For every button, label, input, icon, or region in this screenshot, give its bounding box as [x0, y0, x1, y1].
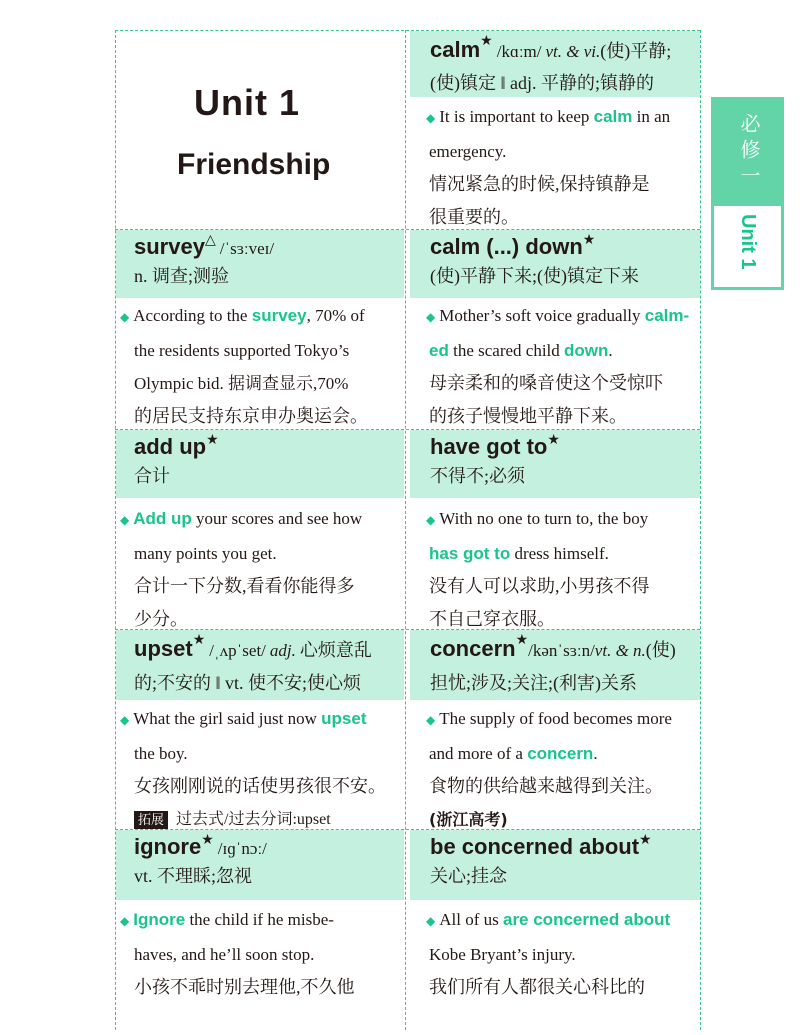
keyword: calm [593, 107, 633, 126]
translation: 没有人可以求助,小男孩不得 [429, 576, 650, 596]
example-text: Kobe Bryant’s injury. [429, 945, 576, 964]
entry-calm-header [410, 31, 700, 97]
meaning: (使)平静; [600, 41, 672, 61]
entry-concern-header [410, 630, 700, 700]
entry-ignore-example: ◆ Ignore the child if he misbe- haves, and he’ll soon stop. 小孩不乖时别去理他,不久他 [116, 903, 404, 1004]
side-tab-book-label: 必修一 [737, 113, 761, 191]
example-text: , 70% of [306, 306, 365, 325]
keyword: Ignore [133, 910, 186, 929]
star-mark: ★ [192, 633, 206, 648]
keyword: ed [429, 341, 449, 360]
part-of-speech: vt. & vi. [545, 42, 601, 61]
entry-word: survey [134, 234, 205, 259]
example-text: emergency. [429, 142, 507, 161]
meaning: 的;不安的 ‖ vt. 使不安;使心烦 [134, 673, 362, 693]
example-text: . [593, 744, 598, 763]
phonetic: /ɪɡˈnɔː/ [217, 839, 267, 858]
right-border [700, 30, 701, 1030]
entry-word: ignore [134, 834, 202, 859]
keyword: has got to [429, 544, 511, 563]
entry-word: calm (...) down [430, 234, 583, 259]
meaning: vt. 不理睬;忽视 [134, 866, 253, 886]
entry-survey-example: ◆ According to the survey, 70% of the residents supported Tokyo’s Olympic bid. 据调查显示,70% 的居民支持东京申办奥运会。 [116, 299, 404, 433]
entry-survey-header [116, 230, 404, 298]
entry-be-concerned-about-example: ◆ All of us are concerned about Kobe Bryant’s injury. 我们所有人都很关心科比的 [410, 903, 700, 1004]
example-text: haves, and he’ll soon stop. [134, 945, 315, 964]
star-mark: △ [204, 233, 216, 248]
translation: 合计一下分数,看看你能得多 [134, 576, 355, 596]
star-mark: ★ [547, 433, 560, 448]
translation: 很重要的。 [429, 207, 519, 227]
translation: 食物的供给越来越得到关注。 [429, 776, 663, 796]
side-tab-unit-label: Unit 1 [737, 214, 759, 270]
meaning: (使)镇定 ‖ adj. 平静的;镇静的 [430, 73, 655, 93]
entry-word: add up [134, 434, 207, 459]
entry-word: concern [430, 636, 516, 661]
translation: 我们所有人都很关心科比的 [429, 977, 645, 997]
translation: 少分。 [134, 609, 188, 629]
example-text: All of us [439, 910, 503, 929]
meaning: (使) [645, 640, 676, 660]
entry-calm-down-header [410, 230, 700, 298]
star-mark: ★ [206, 433, 219, 448]
entry-add-up-example: ◆ Add up your scores and see how many points you get. 合计一下分数,看看你能得多 少分。 [116, 502, 404, 636]
entry-be-concerned-about-header [410, 830, 700, 900]
center-divider [405, 30, 406, 1030]
translation: 的居民支持东京申办奥运会。 [134, 406, 368, 426]
entry-upset-header [116, 630, 404, 700]
keyword: calm- [644, 306, 690, 325]
phonetic: /kɑːm/ [496, 42, 542, 61]
translation: 不自己穿衣服。 [429, 609, 555, 629]
entry-word: be concerned about [430, 834, 640, 859]
translation: 的孩子慢慢地平静下来。 [429, 406, 627, 426]
translation: 母亲柔和的嗓音使这个受惊吓 [429, 373, 663, 393]
entry-upset-example: ◆ What the girl said just now upset the boy. 女孩刚刚说的话使男孩很不安。 拓展 过去式/过去分词:upset [116, 702, 404, 836]
meaning: n. 调查;测验 [134, 266, 230, 286]
translation: 情况紧急的时候,保持镇静是 [429, 174, 650, 194]
translation: 女孩刚刚说的话使男孩很不安。 [134, 776, 386, 796]
example-text: Mother’s soft voice gradually [439, 306, 645, 325]
keyword: are concerned about [502, 910, 671, 929]
side-tab-unit [711, 206, 784, 290]
phonetic: /kənˈsɜːn/ [528, 641, 595, 660]
entry-have-got-to-example: ◆ With no one to turn to, the boy has got to dress himself. 没有人可以求助,小男孩不得 不自己穿衣服。 [410, 502, 700, 636]
star-mark: ★ [480, 34, 493, 49]
example-text: What the girl said just now [133, 709, 322, 728]
part-of-speech: vt. & n. [594, 641, 646, 660]
entry-word: have got to [430, 434, 548, 459]
meaning: 合计 [134, 466, 170, 486]
example-text: the scared child [448, 341, 565, 360]
keyword: upset [321, 709, 367, 728]
example-text: the child if he misbe- [185, 910, 334, 929]
phonetic: /ˈsɜːveɪ/ [219, 239, 275, 258]
star-mark: ★ [515, 633, 529, 648]
entry-have-got-to-header [410, 430, 700, 498]
meaning: 关心;挂念 [430, 866, 508, 886]
keyword: concern [527, 744, 594, 763]
entry-calm-down-example: ◆ Mother’s soft voice gradually calm- ed the scared child down. 母亲柔和的嗓音使这个受惊吓 的孩子慢慢地平静下来。 [410, 299, 700, 433]
example-text: . [608, 341, 613, 360]
meaning: 不得不;必须 [430, 466, 526, 486]
meaning: (使)平静下来;(使)镇定下来 [430, 266, 639, 286]
entry-word: calm [430, 37, 481, 62]
source-note: (浙江高考) [429, 810, 508, 829]
translation: 小孩不乖时别去理他,不久他 [134, 977, 355, 997]
keyword: down [564, 341, 609, 360]
star-mark: ★ [582, 233, 596, 248]
example-text: many points you get. [134, 544, 277, 563]
example-text: With no one to turn to, the boy [439, 509, 649, 528]
unit-topic: Friendship [177, 148, 331, 181]
part-of-speech: adj. [269, 641, 296, 660]
keyword: survey [251, 306, 307, 325]
star-mark: ★ [201, 833, 214, 848]
entry-word: upset [134, 636, 193, 661]
example-text: According to the [133, 306, 252, 325]
example-text: Olympic bid. 据调查显示,70% [134, 374, 349, 393]
example-text: The supply of food becomes more [439, 709, 672, 728]
example-text: It is important to keep [439, 107, 594, 126]
meaning: 担忧;涉及;关注;(利害)关系 [430, 673, 637, 693]
unit-title: Unit 1 [194, 82, 301, 123]
entry-calm-example: ◆ It is important to keep calm in an emergency. 情况紧急的时候,保持镇静是 很重要的。 [410, 100, 700, 234]
entry-ignore-header [116, 830, 404, 900]
example-text: the residents supported Tokyo’s [134, 341, 350, 360]
example-text: in an [632, 107, 671, 126]
entry-add-up-header [116, 430, 404, 498]
phonetic: /ˌʌpˈset/ [209, 641, 266, 660]
example-text: dress himself. [510, 544, 609, 563]
example-text: your scores and see how [191, 509, 363, 528]
entry-concern-example: ◆ The supply of food becomes more and more of a concern. 食物的供给越来越得到关注。 (浙江高考) [410, 702, 700, 836]
example-text: the boy. [134, 744, 188, 763]
example-text: and more of a [429, 744, 528, 763]
side-tab-book [711, 97, 784, 206]
keyword: Add up [133, 509, 192, 528]
extension-text: 过去式/过去分词:upset [176, 811, 331, 828]
star-mark: ★ [639, 833, 652, 848]
meaning: 心烦意乱 [299, 640, 372, 660]
extension-tag: 拓展 [134, 811, 168, 829]
